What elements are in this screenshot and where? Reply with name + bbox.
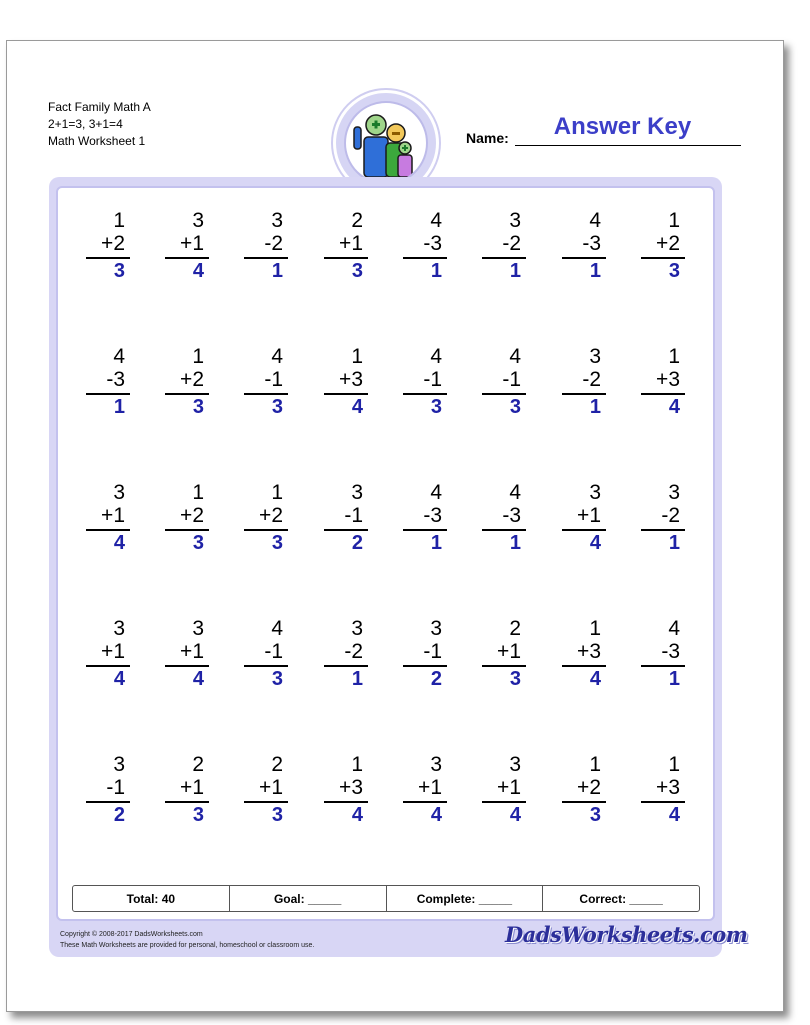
top-number: 3 (113, 481, 125, 504)
answer: 4 (192, 668, 204, 690)
operand: 3 (430, 504, 442, 527)
operand: 2 (668, 232, 680, 255)
top-number: 1 (668, 209, 680, 232)
answer: 2 (430, 668, 442, 690)
problem (639, 753, 685, 835)
problem (560, 481, 606, 563)
problem (322, 753, 368, 835)
problem (480, 617, 526, 699)
operator: - (661, 640, 669, 663)
bottom-number (259, 504, 283, 528)
bottom-number (577, 504, 601, 528)
top-number: 3 (430, 617, 442, 640)
operator: + (101, 504, 114, 527)
problem (242, 617, 288, 699)
answer: 1 (509, 260, 521, 282)
operand: 3 (668, 368, 680, 391)
operand: 2 (668, 504, 680, 527)
answer: 3 (192, 532, 204, 554)
bottom-number (344, 504, 363, 528)
operator: - (264, 368, 272, 391)
operand: 1 (192, 232, 204, 255)
problem (242, 209, 288, 291)
bottom-number (259, 776, 283, 800)
operator: + (259, 504, 272, 527)
top-number: 4 (430, 345, 442, 368)
name-label: Name: (466, 130, 509, 146)
answer: 3 (668, 260, 680, 282)
bottom-number (339, 776, 363, 800)
operator: + (339, 368, 352, 391)
operator: - (582, 368, 590, 391)
operator: + (180, 232, 193, 255)
top-number: 1 (192, 345, 204, 368)
answer: 3 (589, 804, 601, 826)
bottom-number (656, 776, 680, 800)
operator: + (497, 640, 510, 663)
brand-logo: DadsWorksheets.com (505, 922, 748, 947)
answer: 3 (509, 396, 521, 418)
bottom-number (423, 368, 442, 392)
top-number: 1 (113, 209, 125, 232)
top-number: 4 (509, 345, 521, 368)
worksheet-subtitle: 2+1=3, 3+1=4 (48, 117, 123, 131)
top-number: 3 (589, 481, 601, 504)
problem (560, 753, 606, 835)
operator: + (180, 504, 193, 527)
top-number: 1 (589, 617, 601, 640)
operator: - (344, 640, 352, 663)
operand: 3 (509, 504, 521, 527)
operand: 2 (351, 640, 363, 663)
top-number: 3 (351, 481, 363, 504)
operator: + (577, 640, 590, 663)
bottom-number (656, 232, 680, 256)
operand: 3 (113, 368, 125, 391)
operator: + (180, 368, 193, 391)
operand: 1 (113, 776, 125, 799)
bottom-number (497, 640, 521, 664)
bottom-number (582, 232, 601, 256)
operator: + (656, 368, 669, 391)
operand: 2 (509, 232, 521, 255)
top-number: 4 (271, 345, 283, 368)
operator: - (423, 640, 431, 663)
operator: - (661, 504, 669, 527)
bottom-number (418, 776, 442, 800)
answer: 4 (430, 804, 442, 826)
bottom-number (264, 232, 283, 256)
bottom-number (661, 504, 680, 528)
operator: + (101, 640, 114, 663)
operand: 1 (271, 776, 283, 799)
operator: - (502, 232, 510, 255)
problem (163, 753, 209, 835)
problem (84, 345, 130, 427)
top-number: 4 (271, 617, 283, 640)
answer: 3 (351, 260, 363, 282)
operator: - (423, 368, 431, 391)
goal-cell: Goal: _____ (229, 886, 386, 911)
problem (242, 753, 288, 835)
operand: 1 (271, 368, 283, 391)
answer: 1 (589, 396, 601, 418)
answer: 4 (589, 668, 601, 690)
answer: 4 (589, 532, 601, 554)
problem (322, 345, 368, 427)
problem (322, 209, 368, 291)
top-number: 1 (192, 481, 204, 504)
problems-panel (56, 186, 715, 921)
operand: 3 (668, 776, 680, 799)
complete-cell: Complete: _____ (386, 886, 543, 911)
operand: 2 (271, 504, 283, 527)
bottom-number (423, 640, 442, 664)
problem (163, 617, 209, 699)
problem (480, 481, 526, 563)
problem (242, 345, 288, 427)
operand: 1 (509, 640, 521, 663)
operator: - (106, 368, 114, 391)
answer: 4 (192, 260, 204, 282)
operand: 1 (351, 232, 363, 255)
answer: 3 (113, 260, 125, 282)
operand: 2 (271, 232, 283, 255)
operator: + (656, 776, 669, 799)
operand: 3 (668, 640, 680, 663)
bottom-number (180, 232, 204, 256)
bottom-number (423, 232, 442, 256)
answer: 4 (113, 668, 125, 690)
operand: 1 (509, 368, 521, 391)
operator: + (577, 776, 590, 799)
answer: 3 (192, 396, 204, 418)
problem (480, 753, 526, 835)
problem (84, 481, 130, 563)
top-number: 1 (271, 481, 283, 504)
answer: 1 (509, 532, 521, 554)
problem (84, 753, 130, 835)
problem (639, 209, 685, 291)
answer: 1 (589, 260, 601, 282)
top-number: 3 (113, 617, 125, 640)
operator: - (502, 504, 510, 527)
top-number: 4 (113, 345, 125, 368)
top-number: 3 (192, 209, 204, 232)
operand: 1 (430, 368, 442, 391)
answer: 1 (271, 260, 283, 282)
operand: 3 (351, 776, 363, 799)
operator: + (339, 776, 352, 799)
usage-line: These Math Worksheets are provided for personal, homeschool or classroom use. (60, 942, 315, 949)
top-number: 3 (113, 753, 125, 776)
operator: - (502, 368, 510, 391)
top-number: 2 (509, 617, 521, 640)
operand: 3 (430, 232, 442, 255)
operator: - (582, 232, 590, 255)
answer: 1 (430, 532, 442, 554)
top-number: 1 (668, 345, 680, 368)
answer: 4 (351, 396, 363, 418)
operand: 1 (192, 776, 204, 799)
bottom-number (344, 640, 363, 664)
problem (84, 617, 130, 699)
top-number: 3 (509, 209, 521, 232)
operand: 1 (430, 776, 442, 799)
problem (480, 209, 526, 291)
top-number: 3 (351, 617, 363, 640)
total-cell: Total: 40 (126, 891, 176, 906)
top-number: 2 (351, 209, 363, 232)
problem (639, 617, 685, 699)
answer: 1 (351, 668, 363, 690)
problem (242, 481, 288, 563)
top-number: 2 (192, 753, 204, 776)
problem (401, 209, 447, 291)
problem (401, 753, 447, 835)
top-number: 1 (351, 753, 363, 776)
answer: 3 (271, 668, 283, 690)
operator: + (577, 504, 590, 527)
bottom-number (180, 368, 204, 392)
top-number: 3 (271, 209, 283, 232)
answer: 2 (113, 804, 125, 826)
operand: 1 (430, 640, 442, 663)
problem (84, 209, 130, 291)
answer: 3 (192, 804, 204, 826)
top-number: 4 (430, 209, 442, 232)
bottom-number (339, 232, 363, 256)
bottom-number (502, 504, 521, 528)
bottom-number (577, 640, 601, 664)
bottom-number (423, 504, 442, 528)
top-number: 3 (192, 617, 204, 640)
answer: 4 (351, 804, 363, 826)
operand: 1 (271, 640, 283, 663)
answer: 3 (271, 804, 283, 826)
operand: 1 (589, 504, 601, 527)
problem (163, 209, 209, 291)
top-number: 1 (668, 753, 680, 776)
answer: 4 (509, 804, 521, 826)
top-number: 4 (509, 481, 521, 504)
top-number: 4 (430, 481, 442, 504)
answer: 1 (668, 532, 680, 554)
operand: 2 (192, 368, 204, 391)
copyright-line: Copyright © 2008-2017 DadsWorksheets.com (60, 931, 203, 938)
top-number: 1 (589, 753, 601, 776)
operator: + (180, 640, 193, 663)
operator: + (339, 232, 352, 255)
operator: - (264, 232, 272, 255)
bottom-number (101, 640, 125, 664)
operator: + (259, 776, 272, 799)
problem (560, 345, 606, 427)
operand: 2 (589, 776, 601, 799)
top-number: 3 (509, 753, 521, 776)
top-number: 2 (271, 753, 283, 776)
copyright-notice (60, 929, 314, 951)
bottom-number (577, 776, 601, 800)
bottom-number (101, 232, 125, 256)
answer: 1 (668, 668, 680, 690)
bottom-number (101, 504, 125, 528)
answer: 4 (113, 532, 125, 554)
operand: 1 (509, 776, 521, 799)
problem (480, 345, 526, 427)
top-number: 1 (351, 345, 363, 368)
worksheet-number: Math Worksheet 1 (48, 134, 146, 148)
operand: 2 (192, 504, 204, 527)
problem (163, 481, 209, 563)
answer: 3 (271, 396, 283, 418)
problem (401, 481, 447, 563)
operator: - (106, 776, 114, 799)
score-footer (72, 885, 700, 912)
top-number: 3 (589, 345, 601, 368)
bottom-number (106, 368, 125, 392)
operator: + (180, 776, 193, 799)
problem (639, 345, 685, 427)
problem (322, 481, 368, 563)
bottom-number (264, 640, 283, 664)
bottom-number (582, 368, 601, 392)
problem (639, 481, 685, 563)
bottom-number (180, 504, 204, 528)
name-field-value: Answer Key (553, 113, 692, 140)
operator: - (423, 232, 431, 255)
bottom-number (264, 368, 283, 392)
problem (401, 345, 447, 427)
answer: 1 (430, 260, 442, 282)
operand: 3 (589, 232, 601, 255)
bottom-number (661, 640, 680, 664)
bottom-number (656, 368, 680, 392)
problem (560, 617, 606, 699)
worksheet-header (48, 99, 151, 150)
answer: 2 (351, 532, 363, 554)
answer: 3 (509, 668, 521, 690)
worksheet-title: Fact Family Math A (48, 100, 151, 114)
answer: 4 (668, 396, 680, 418)
operator: - (344, 504, 352, 527)
family-math-icon (344, 101, 428, 185)
bottom-number (180, 640, 204, 664)
name-field-line (515, 145, 741, 146)
problem (560, 209, 606, 291)
operator: + (418, 776, 431, 799)
operand: 2 (113, 232, 125, 255)
top-number: 3 (430, 753, 442, 776)
problem (401, 617, 447, 699)
answer: 4 (668, 804, 680, 826)
answer: 3 (430, 396, 442, 418)
top-number: 3 (668, 481, 680, 504)
problem (322, 617, 368, 699)
bottom-number (180, 776, 204, 800)
bottom-number (339, 368, 363, 392)
answer: 1 (113, 396, 125, 418)
operand: 1 (351, 504, 363, 527)
operator: - (264, 640, 272, 663)
bottom-number (106, 776, 125, 800)
correct-cell: Correct: _____ (542, 886, 699, 911)
operand: 1 (113, 640, 125, 663)
top-number: 4 (668, 617, 680, 640)
operator: + (656, 232, 669, 255)
bottom-number (497, 776, 521, 800)
bottom-number (502, 368, 521, 392)
problem (163, 345, 209, 427)
operator: + (497, 776, 510, 799)
operand: 3 (351, 368, 363, 391)
bottom-number (502, 232, 521, 256)
operand: 1 (113, 504, 125, 527)
operand: 1 (192, 640, 204, 663)
operand: 2 (589, 368, 601, 391)
operator: + (101, 232, 114, 255)
top-number: 4 (589, 209, 601, 232)
operand: 3 (589, 640, 601, 663)
operator: - (423, 504, 431, 527)
answer: 3 (271, 532, 283, 554)
